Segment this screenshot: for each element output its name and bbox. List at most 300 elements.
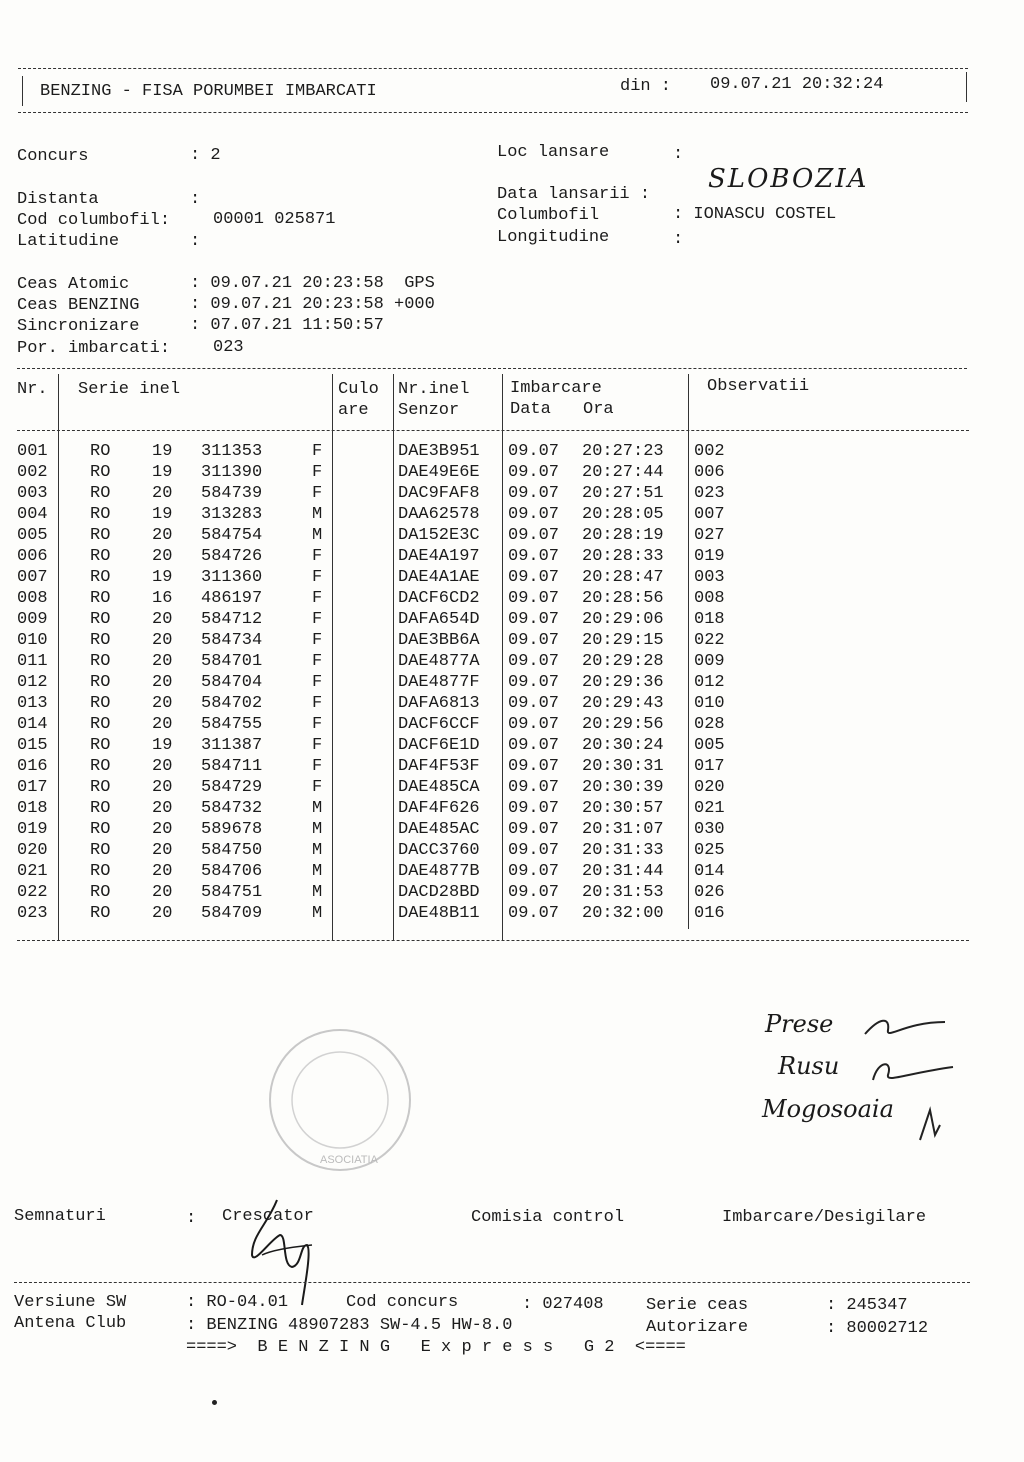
concurs-value: : 2 <box>190 146 221 165</box>
row-sex: M <box>312 904 323 923</box>
row-sensor: DAFA6813 <box>398 694 480 713</box>
row-time: 20:31:53 <box>582 883 664 902</box>
row-observation: 023 <box>694 484 725 503</box>
antena-club-label: Antena Club <box>14 1314 127 1333</box>
row-country: RO <box>90 862 111 881</box>
table-row <box>0 904 1000 925</box>
row-sex: M <box>312 799 323 818</box>
columbofil-label: Columbofil <box>497 206 600 225</box>
row-nr: 013 <box>17 694 48 713</box>
row-sex: F <box>312 610 323 629</box>
row-sex: F <box>312 442 323 461</box>
row-date: 09.07 <box>508 442 560 461</box>
row-ring: 584726 <box>201 547 263 566</box>
row-country: RO <box>90 715 111 734</box>
row-ring: 584739 <box>201 484 263 503</box>
row-date: 09.07 <box>508 715 560 734</box>
row-date: 09.07 <box>508 904 560 923</box>
row-date: 09.07 <box>508 463 560 482</box>
row-nr: 021 <box>17 862 48 881</box>
semnaturi-label: Semnaturi <box>14 1207 106 1226</box>
longitudine-label: Longitudine <box>497 228 610 247</box>
table-row <box>0 883 1000 904</box>
table-row <box>0 526 1000 547</box>
row-sensor: DAE3BB6A <box>398 631 480 650</box>
row-date: 09.07 <box>508 484 560 503</box>
row-ring: 584701 <box>201 652 263 671</box>
row-date: 09.07 <box>508 568 560 587</box>
row-ring: 584751 <box>201 883 263 902</box>
row-ring: 584706 <box>201 862 263 881</box>
distanta-value: : <box>190 190 201 209</box>
row-sensor: DACF6CD2 <box>398 589 480 608</box>
table-row <box>0 568 1000 589</box>
row-ring: 584704 <box>201 673 263 692</box>
row-time: 20:30:31 <box>582 757 664 776</box>
row-nr: 005 <box>17 526 48 545</box>
row-sensor: DAE4877F <box>398 673 480 692</box>
row-country: RO <box>90 757 111 776</box>
row-country: RO <box>90 778 111 797</box>
row-year: 19 <box>152 442 173 461</box>
row-nr: 023 <box>17 904 48 923</box>
row-nr: 002 <box>17 463 48 482</box>
row-observation: 017 <box>694 757 725 776</box>
row-sensor: DAC9FAF8 <box>398 484 480 503</box>
row-date: 09.07 <box>508 841 560 860</box>
distanta-label: Distanta <box>17 190 99 209</box>
row-sex: F <box>312 631 323 650</box>
row-nr: 009 <box>17 610 48 629</box>
row-ring: 311353 <box>201 442 263 461</box>
row-ring: 584732 <box>201 799 263 818</box>
table-row <box>0 547 1000 568</box>
row-observation: 028 <box>694 715 725 734</box>
row-ring: 584754 <box>201 526 263 545</box>
row-nr: 012 <box>17 673 48 692</box>
row-sensor: DACC3760 <box>398 841 480 860</box>
row-time: 20:30:57 <box>582 799 664 818</box>
row-year: 20 <box>152 673 173 692</box>
row-country: RO <box>90 526 111 545</box>
row-country: RO <box>90 547 111 566</box>
row-country: RO <box>90 484 111 503</box>
row-country: RO <box>90 694 111 713</box>
row-sensor: DAF4F626 <box>398 799 480 818</box>
row-sex: M <box>312 883 323 902</box>
row-country: RO <box>90 610 111 629</box>
row-observation: 016 <box>694 904 725 923</box>
row-sex: F <box>312 736 323 755</box>
versiune-sw-label: Versiune SW <box>14 1293 127 1312</box>
row-sex: F <box>312 568 323 587</box>
table-row <box>0 610 1000 631</box>
imbarcare-desigilare-label: Imbarcare/Desigilare <box>722 1208 927 1227</box>
row-time: 20:27:51 <box>582 484 664 503</box>
row-nr: 014 <box>17 715 48 734</box>
table-row <box>0 757 1000 778</box>
row-sex: F <box>312 463 323 482</box>
row-date: 09.07 <box>508 736 560 755</box>
loc-lansare-label: Loc lansare <box>497 143 610 162</box>
row-date: 09.07 <box>508 673 560 692</box>
row-nr: 006 <box>17 547 48 566</box>
row-country: RO <box>90 820 111 839</box>
row-year: 20 <box>152 694 173 713</box>
row-date: 09.07 <box>508 778 560 797</box>
row-sensor: DACF6E1D <box>398 736 480 755</box>
signature-mark-1 <box>860 1012 950 1042</box>
row-date: 09.07 <box>508 547 560 566</box>
row-nr: 010 <box>17 631 48 650</box>
cod-columbofil-label: Cod columbofil: <box>17 211 171 230</box>
row-ring: 584729 <box>201 778 263 797</box>
latitudine-value: : <box>190 232 201 251</box>
row-sensor: DAE4A1AE <box>398 568 480 587</box>
row-country: RO <box>90 505 111 524</box>
comisia-control-label: Comisia control <box>471 1208 625 1227</box>
row-date: 09.07 <box>508 652 560 671</box>
stray-dot <box>212 1400 217 1405</box>
col-header-imbarcare: Imbarcare <box>510 379 602 398</box>
row-date: 09.07 <box>508 526 560 545</box>
row-ring: 589678 <box>201 820 263 839</box>
row-sensor: DACD28BD <box>398 883 480 902</box>
row-observation: 018 <box>694 610 725 629</box>
longitudine-value: : <box>673 230 684 249</box>
table-row <box>0 442 1000 463</box>
row-ring: 311390 <box>201 463 263 482</box>
row-nr: 015 <box>17 736 48 755</box>
row-nr: 019 <box>17 820 48 839</box>
row-observation: 002 <box>694 442 725 461</box>
row-year: 20 <box>152 547 173 566</box>
loc-lansare-value: : <box>673 145 684 164</box>
row-nr: 022 <box>17 883 48 902</box>
row-sensor: DAA62578 <box>398 505 480 524</box>
table-row <box>0 820 1000 841</box>
row-nr: 004 <box>17 505 48 524</box>
row-country: RO <box>90 652 111 671</box>
cod-columbofil-value: 00001 025871 <box>213 210 336 229</box>
row-time: 20:28:33 <box>582 547 664 566</box>
por-imbarcati-value: 023 <box>213 338 244 357</box>
row-nr: 001 <box>17 442 48 461</box>
row-observation: 006 <box>694 463 725 482</box>
table-row <box>0 736 1000 757</box>
row-year: 20 <box>152 883 173 902</box>
row-country: RO <box>90 631 111 650</box>
row-country: RO <box>90 736 111 755</box>
ceas-benzing-label: Ceas BENZING <box>17 296 140 315</box>
latitudine-label: Latitudine <box>17 232 120 251</box>
row-sex: F <box>312 547 323 566</box>
row-year: 20 <box>152 652 173 671</box>
row-observation: 022 <box>694 631 725 650</box>
row-year: 19 <box>152 568 173 587</box>
table-row <box>0 799 1000 820</box>
concurs-label: Concurs <box>17 147 89 166</box>
table-row <box>0 673 1000 694</box>
row-date: 09.07 <box>508 820 560 839</box>
row-year: 20 <box>152 715 173 734</box>
row-date: 09.07 <box>508 610 560 629</box>
row-nr: 020 <box>17 841 48 860</box>
signature-mark-3 <box>915 1105 945 1145</box>
row-sensor: DAFA654D <box>398 610 480 629</box>
row-time: 20:32:00 <box>582 904 664 923</box>
handwritten-slobozia: SLOBOZIA <box>708 164 869 194</box>
din-label: din : <box>620 77 672 96</box>
row-sex: F <box>312 778 323 797</box>
serie-ceas-value: : 245347 <box>826 1296 908 1315</box>
row-ring: 584711 <box>201 757 263 776</box>
row-ring: 311360 <box>201 568 263 587</box>
row-sensor: DAE4877B <box>398 862 480 881</box>
row-year: 20 <box>152 820 173 839</box>
row-year: 20 <box>152 526 173 545</box>
row-sensor: DAE48B11 <box>398 904 480 923</box>
row-observation: 030 <box>694 820 725 839</box>
row-ring: 313283 <box>201 505 263 524</box>
row-country: RO <box>90 673 111 692</box>
row-year: 20 <box>152 904 173 923</box>
row-country: RO <box>90 799 111 818</box>
row-observation: 026 <box>694 883 725 902</box>
table-row <box>0 715 1000 736</box>
row-ring: 584734 <box>201 631 263 650</box>
row-time: 20:30:24 <box>582 736 664 755</box>
serie-ceas-label: Serie ceas <box>646 1296 749 1315</box>
header-right-bar <box>966 72 967 102</box>
row-country: RO <box>90 463 111 482</box>
row-nr: 007 <box>17 568 48 587</box>
col-header-senzor: Senzor <box>398 401 460 420</box>
handwritten-name-3: Mogosoaia <box>762 1095 894 1123</box>
row-observation: 007 <box>694 505 725 524</box>
ceas-atomic-label: Ceas Atomic <box>17 275 130 294</box>
col-header-nr: Nr. <box>17 380 48 399</box>
row-observation: 009 <box>694 652 725 671</box>
row-time: 20:27:23 <box>582 442 664 461</box>
col-header-data: Data <box>510 400 551 419</box>
row-nr: 011 <box>17 652 48 671</box>
row-sensor: DA152E3C <box>398 526 480 545</box>
row-year: 20 <box>152 484 173 503</box>
row-sex: M <box>312 526 323 545</box>
autorizare-label: Autorizare <box>646 1318 749 1337</box>
autorizare-value: : 80002712 <box>826 1319 929 1338</box>
handwritten-name-2: Rusu <box>778 1052 840 1080</box>
row-observation: 021 <box>694 799 725 818</box>
footer-rule <box>14 1282 970 1283</box>
row-time: 20:29:28 <box>582 652 664 671</box>
row-date: 09.07 <box>508 505 560 524</box>
row-year: 19 <box>152 463 173 482</box>
row-ring: 584750 <box>201 841 263 860</box>
header-left-bar <box>22 76 23 106</box>
stamp-seal <box>258 1020 423 1180</box>
row-sensor: DAE4877A <box>398 652 480 671</box>
row-sensor: DAE485CA <box>398 778 480 797</box>
row-time: 20:31:33 <box>582 841 664 860</box>
col-header-nrinel: Nr.inel <box>398 380 470 399</box>
row-sex: M <box>312 505 323 524</box>
row-observation: 020 <box>694 778 725 797</box>
row-time: 20:27:44 <box>582 463 664 482</box>
row-year: 20 <box>152 610 173 629</box>
table-row <box>0 505 1000 526</box>
sincronizare-value: : 07.07.21 11:50:57 <box>190 316 384 335</box>
row-year: 20 <box>152 862 173 881</box>
row-nr: 003 <box>17 484 48 503</box>
row-observation: 014 <box>694 862 725 881</box>
row-sensor: DAE49E6E <box>398 463 480 482</box>
row-sex: F <box>312 715 323 734</box>
table-row <box>0 589 1000 610</box>
row-country: RO <box>90 841 111 860</box>
row-observation: 003 <box>694 568 725 587</box>
row-ring: 584702 <box>201 694 263 713</box>
stamp-text: ASOCIATIA <box>320 1154 378 1166</box>
row-ring: 311387 <box>201 736 263 755</box>
din-value: 09.07.21 20:32:24 <box>710 75 884 94</box>
row-year: 20 <box>152 799 173 818</box>
row-country: RO <box>90 904 111 923</box>
document-title: BENZING - FISA PORUMBEI IMBARCATI <box>40 82 377 101</box>
por-imbarcati-label: Por. imbarcati: <box>17 339 171 358</box>
table-row <box>0 631 1000 652</box>
row-sensor: DAF4F53F <box>398 757 480 776</box>
handwritten-name-1: Prese <box>765 1010 834 1038</box>
row-sex: M <box>312 862 323 881</box>
ceas-atomic-value: : 09.07.21 20:23:58 GPS <box>190 274 435 293</box>
row-observation: 025 <box>694 841 725 860</box>
row-date: 09.07 <box>508 631 560 650</box>
header-top-rule <box>18 68 968 69</box>
row-country: RO <box>90 442 111 461</box>
row-country: RO <box>90 568 111 587</box>
row-time: 20:28:19 <box>582 526 664 545</box>
antena-club-value: : BENZING 48907283 SW-4.5 HW-8.0 <box>186 1316 513 1335</box>
row-nr: 008 <box>17 589 48 608</box>
row-observation: 027 <box>694 526 725 545</box>
row-sensor: DAE4A197 <box>398 547 480 566</box>
row-ring: 584755 <box>201 715 263 734</box>
semnaturi-colon: : <box>186 1209 197 1228</box>
row-ring: 584709 <box>201 904 263 923</box>
row-time: 20:30:39 <box>582 778 664 797</box>
row-time: 20:31:07 <box>582 820 664 839</box>
table-header-rule <box>17 430 969 431</box>
row-date: 09.07 <box>508 757 560 776</box>
row-time: 20:29:56 <box>582 715 664 734</box>
row-country: RO <box>90 883 111 902</box>
row-sex: F <box>312 652 323 671</box>
row-observation: 010 <box>694 694 725 713</box>
row-country: RO <box>90 589 111 608</box>
row-year: 20 <box>152 631 173 650</box>
row-sex: M <box>312 841 323 860</box>
row-time: 20:29:36 <box>582 673 664 692</box>
row-time: 20:28:05 <box>582 505 664 524</box>
row-observation: 008 <box>694 589 725 608</box>
col-header-serie: Serie inel <box>78 380 181 399</box>
row-time: 20:31:44 <box>582 862 664 881</box>
row-ring: 486197 <box>201 589 263 608</box>
row-time: 20:29:15 <box>582 631 664 650</box>
row-year: 20 <box>152 757 173 776</box>
row-observation: 019 <box>694 547 725 566</box>
row-nr: 017 <box>17 778 48 797</box>
row-nr: 016 <box>17 757 48 776</box>
benzing-banner: ====> B E N Z I N G E x p r e s s G 2 <==== <box>186 1338 686 1357</box>
row-observation: 012 <box>694 673 725 692</box>
row-date: 09.07 <box>508 883 560 902</box>
row-date: 09.07 <box>508 589 560 608</box>
col-header-culo-2: are <box>338 401 369 420</box>
row-year: 20 <box>152 841 173 860</box>
row-year: 16 <box>152 589 173 608</box>
data-lansarii-label: Data lansarii : <box>497 185 651 204</box>
row-sensor: DAE485AC <box>398 820 480 839</box>
row-sensor: DAE3B951 <box>398 442 480 461</box>
table-row <box>0 778 1000 799</box>
ceas-benzing-value: : 09.07.21 20:23:58 +000 <box>190 295 435 314</box>
sincronizare-label: Sincronizare <box>17 317 140 336</box>
row-year: 19 <box>152 736 173 755</box>
col-header-ora: Ora <box>583 400 614 419</box>
row-year: 19 <box>152 505 173 524</box>
row-date: 09.07 <box>508 799 560 818</box>
table-row <box>0 841 1000 862</box>
col-header-culo: Culo <box>338 380 379 399</box>
row-sex: F <box>312 484 323 503</box>
row-sex: F <box>312 757 323 776</box>
row-time: 20:29:43 <box>582 694 664 713</box>
row-nr: 018 <box>17 799 48 818</box>
row-sensor: DACF6CCF <box>398 715 480 734</box>
versiune-sw-value: : RO-04.01 <box>186 1293 289 1312</box>
table-row <box>0 652 1000 673</box>
row-year: 20 <box>152 778 173 797</box>
row-time: 20:29:06 <box>582 610 664 629</box>
crescator-label: Crescator <box>222 1207 314 1226</box>
signature-mark-2 <box>868 1055 958 1085</box>
table-row <box>0 862 1000 883</box>
row-time: 20:28:47 <box>582 568 664 587</box>
table-top-rule <box>17 368 967 369</box>
row-sex: F <box>312 694 323 713</box>
table-row <box>0 694 1000 715</box>
header-bottom-rule <box>18 112 968 113</box>
columbofil-value: : IONASCU COSTEL <box>673 205 837 224</box>
row-sex: M <box>312 820 323 839</box>
row-time: 20:28:56 <box>582 589 664 608</box>
row-sex: F <box>312 673 323 692</box>
table-row <box>0 484 1000 505</box>
col-header-observatii: Observatii <box>707 377 810 396</box>
cod-concurs-label: Cod concurs <box>346 1293 459 1312</box>
row-sex: F <box>312 589 323 608</box>
cod-concurs-value: : 027408 <box>522 1295 604 1314</box>
row-observation: 005 <box>694 736 725 755</box>
row-ring: 584712 <box>201 610 263 629</box>
row-date: 09.07 <box>508 694 560 713</box>
table-row <box>0 463 1000 484</box>
table-bottom-rule <box>17 940 969 941</box>
row-date: 09.07 <box>508 862 560 881</box>
